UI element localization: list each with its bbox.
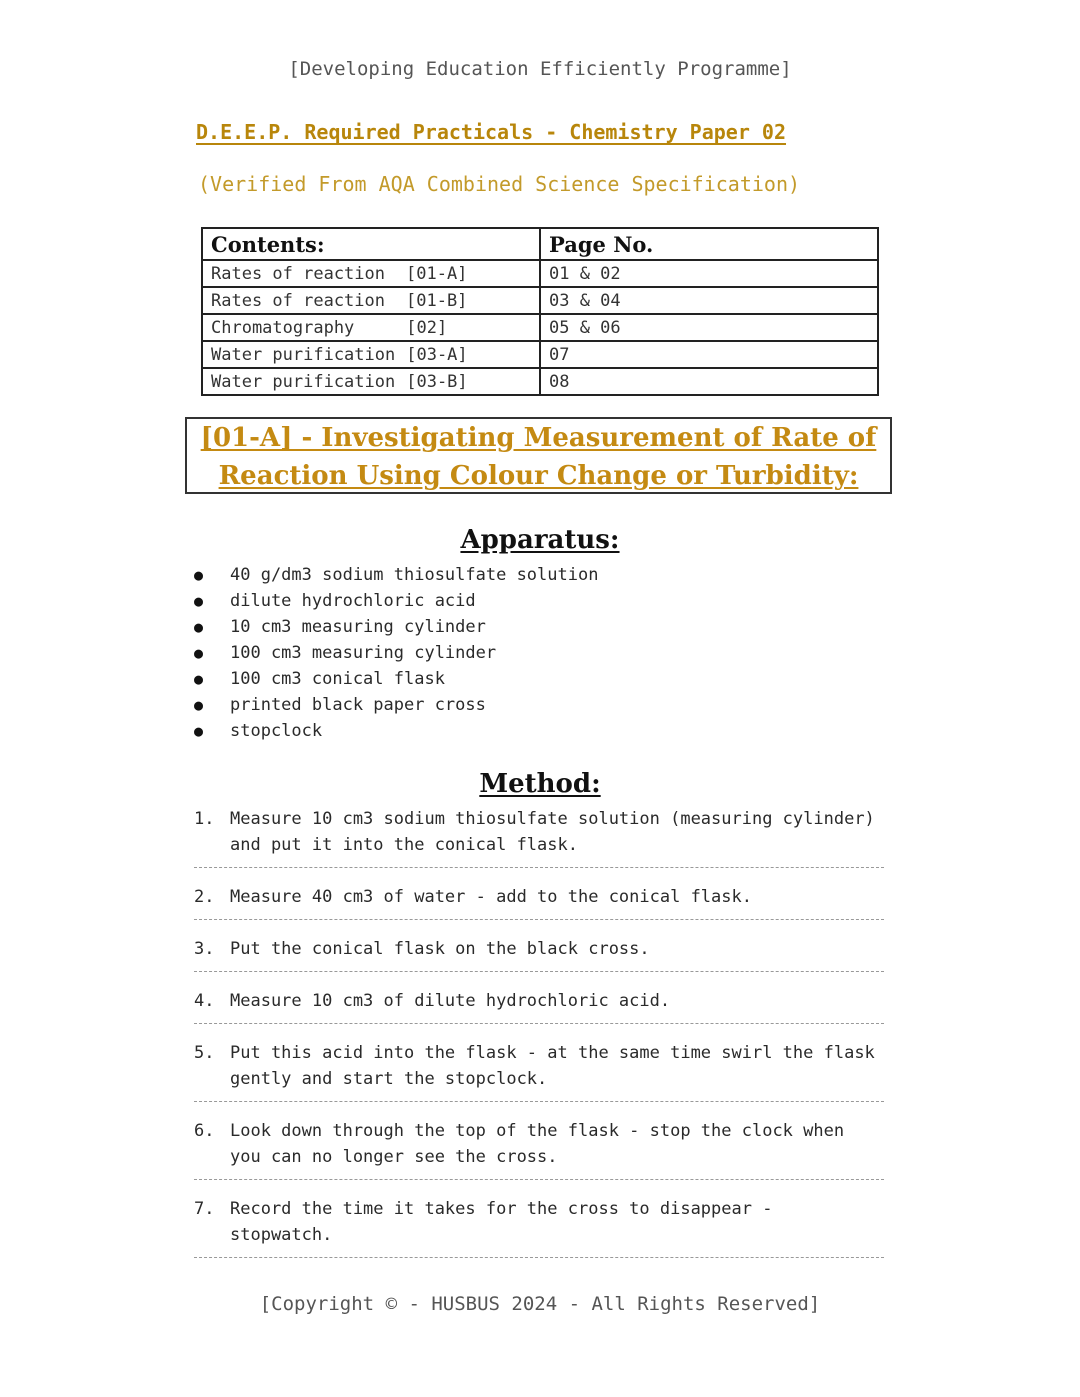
contents-entry <box>202 341 540 368</box>
apparatus-item: dilute hydrochloric acid <box>230 591 476 611</box>
practical-heading-line-2 <box>187 457 890 495</box>
list-item <box>194 614 598 640</box>
method-step <box>194 936 884 972</box>
entry-name: Rates of reaction <box>211 290 385 311</box>
step-text: Measure 10 cm3 of dilute hydrochloric acid. <box>230 991 671 1011</box>
list-item <box>194 692 598 718</box>
list-item <box>194 718 598 744</box>
apparatus-section-title <box>0 525 1080 555</box>
contents-entry <box>202 287 540 314</box>
entry-page: 07 <box>540 341 878 368</box>
entry-name: Rates of reaction <box>211 263 385 284</box>
bullet-icon: ● <box>194 566 204 584</box>
entry-code: [01-A] <box>406 263 468 284</box>
contents-entry <box>202 260 540 287</box>
apparatus-item: 10 cm3 measuring cylinder <box>230 617 486 637</box>
contents-column-header: Contents: <box>202 228 540 260</box>
method-section-title <box>0 769 1080 799</box>
step-number: 2. <box>194 887 215 907</box>
entry-code: [02] <box>406 317 448 338</box>
apparatus-item: printed black paper cross <box>230 695 486 715</box>
method-step <box>194 884 884 920</box>
table-row <box>202 368 878 395</box>
apparatus-item: 100 cm3 conical flask <box>230 669 445 689</box>
apparatus-item: stopclock <box>230 721 323 741</box>
table-row <box>202 287 878 314</box>
list-item <box>194 588 598 614</box>
bullet-icon: ● <box>194 644 204 662</box>
step-text: Look down through the top of the flask - stop the clock when you can no longer see the cross. <box>230 1121 845 1167</box>
heading-text: Reaction Using Colour Change or Turbidity: <box>218 461 859 491</box>
apparatus-item: 100 cm3 measuring cylinder <box>230 643 497 663</box>
step-number: 4. <box>194 991 215 1011</box>
step-number: 5. <box>194 1043 215 1063</box>
method-steps <box>194 806 884 1274</box>
entry-code: [01-B] <box>406 290 468 311</box>
entry-page: 03 & 04 <box>540 287 878 314</box>
step-text: Put the conical flask on the black cross. <box>230 939 650 959</box>
step-number: 6. <box>194 1121 215 1141</box>
document-title: D.E.E.P. Required Practicals - Chemistry Paper 02 <box>196 120 787 144</box>
document-subtitle: (Verified From AQA Combined Science Specification) <box>198 172 801 196</box>
step-text: Measure 10 cm3 sodium thiosulfate solution (measuring cylinder) and put it into the conical flask. <box>230 809 875 855</box>
table-row <box>202 341 878 368</box>
method-step <box>194 1196 884 1258</box>
entry-name: Water purification <box>211 371 396 392</box>
entry-page: 01 & 02 <box>540 260 878 287</box>
contents-table <box>201 227 879 396</box>
method-heading: Method: <box>479 769 601 799</box>
copyright-footer: [Copyright © - HUSBUS 2024 - All Rights Reserved] <box>259 1293 821 1315</box>
step-number: 7. <box>194 1199 215 1219</box>
entry-name: Water purification <box>211 344 396 365</box>
step-text: Put this acid into the flask - at the same time swirl the flask gently and start the stopclock. <box>230 1043 875 1089</box>
entry-name: Chromatography <box>211 317 355 338</box>
step-text: Measure 40 cm3 of water - add to the conical flask. <box>230 887 752 907</box>
apparatus-list <box>194 562 598 744</box>
list-item <box>194 562 598 588</box>
page-column-header: Page No. <box>540 228 878 260</box>
method-step <box>194 988 884 1024</box>
organisation-name: [Developing Education Efficiently Programme] <box>288 58 792 80</box>
contents-entry <box>202 314 540 341</box>
step-text: Record the time it takes for the cross to disappear - stopwatch. <box>230 1199 773 1245</box>
list-item <box>194 640 598 666</box>
bullet-icon: ● <box>194 618 204 636</box>
step-number: 1. <box>194 809 215 829</box>
contents-entry <box>202 368 540 395</box>
method-step <box>194 1118 884 1180</box>
method-step <box>194 1040 884 1102</box>
step-number: 3. <box>194 939 215 959</box>
bullet-icon: ● <box>194 670 204 688</box>
entry-code: [03-A] <box>406 344 468 365</box>
table-row <box>202 314 878 341</box>
entry-page: 08 <box>540 368 878 395</box>
bullet-icon: ● <box>194 722 204 740</box>
table-row <box>202 260 878 287</box>
apparatus-heading: Apparatus: <box>460 525 620 555</box>
practical-heading-line-1 <box>187 419 890 457</box>
method-step <box>194 806 884 868</box>
entry-code: [03-B] <box>406 371 468 392</box>
bullet-icon: ● <box>194 696 204 714</box>
heading-text: [01-A] - Investigating Measurement of Rate of <box>200 423 877 453</box>
list-item <box>194 666 598 692</box>
entry-page: 05 & 06 <box>540 314 878 341</box>
apparatus-item: 40 g/dm3 sodium thiosulfate solution <box>230 565 599 585</box>
practical-heading <box>185 417 892 494</box>
contents-header-row <box>202 228 878 260</box>
bullet-icon: ● <box>194 592 204 610</box>
